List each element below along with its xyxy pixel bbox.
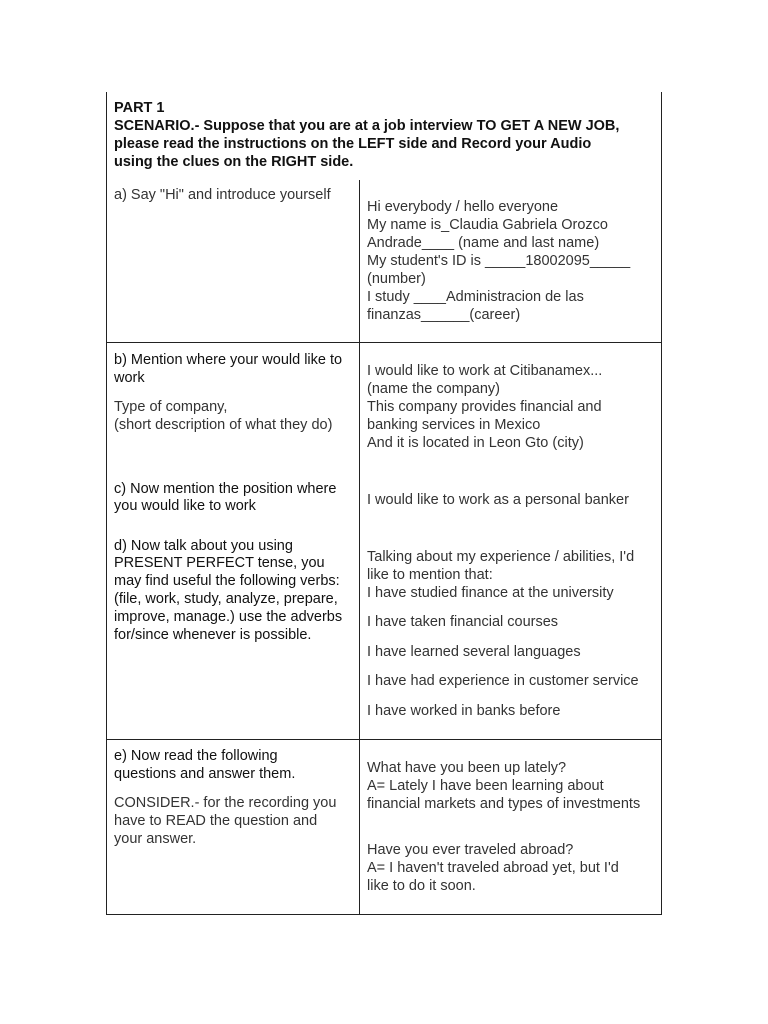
answer-b-line-4: banking services in Mexico [367, 417, 541, 433]
instruction-e-note-1: CONSIDER.- for the recording you [114, 795, 337, 811]
instruction-e-note-2: have to READ the question and [114, 813, 318, 829]
instruction-c-line-1: c) Now mention the position where [114, 481, 337, 497]
instruction-e-note-3: your answer. [114, 831, 197, 847]
answer-e-a1-line-2: financial markets and types of investments [367, 796, 641, 812]
answer-b-line-2: (name the company) [367, 381, 500, 397]
answer-d-intro-1: Talking about my experience / abilities, I'd [367, 549, 635, 565]
instruction-b-line-1: b) Mention where your would like to [114, 352, 343, 368]
answer-e-a2-line-2: like to do it soon. [367, 878, 476, 894]
instruction-d-line-1: d) Now talk about you using [114, 538, 293, 554]
answer-a-line-7: finanzas______(career) [367, 307, 521, 323]
answer-e-a1-line-1: A= Lately I have been learning about [367, 778, 604, 794]
answer-e-q1: What have you been up lately? [367, 760, 567, 776]
answer-e-a2-line-1: A= I haven't traveled abroad yet, but I'd [367, 860, 619, 876]
instruction-b-line-2: work [114, 370, 145, 386]
answer-d-item-2: I have learned several languages [367, 644, 581, 660]
answer-a-line-2: My name is_Claudia Gabriela Orozco [367, 217, 608, 233]
answer-d-intro-2: like to mention that: [367, 567, 493, 583]
row-divider-1 [106, 342, 662, 343]
scenario-line-1: SCENARIO.- Suppose that you are at a job interview TO GET A NEW JOB, [114, 118, 620, 134]
row-divider-2 [106, 739, 662, 740]
answer-b-line-1: I would like to work at Citibanamex... [367, 363, 603, 379]
instruction-b-note-2: (short description of what they do) [114, 417, 333, 433]
instruction-d-line-6: for/since whenever is possible. [114, 627, 312, 643]
answer-d-item-1: I have taken financial courses [367, 614, 559, 630]
scenario-line-2: please read the instructions on the LEFT side and Record your Audio [114, 136, 592, 152]
instruction-b-note-1: Type of company, [114, 399, 228, 415]
instruction-c-line-2: you would like to work [114, 498, 256, 514]
table-right-border [661, 92, 662, 915]
instruction-e-line-2: questions and answer them. [114, 766, 296, 782]
answer-b-line-3: This company provides financial and [367, 399, 602, 415]
column-divider [359, 180, 360, 915]
instruction-a: a) Say "Hi" and introduce yourself [114, 187, 331, 203]
instruction-d-line-5: improve, manage.) use the adverbs [114, 609, 343, 625]
answer-d-item-4: I have worked in banks before [367, 703, 561, 719]
scenario-line-3: using the clues on the RIGHT side. [114, 154, 354, 170]
instruction-d-line-2: PRESENT PERFECT tense, you [114, 555, 325, 571]
answer-a-line-5: (number) [367, 271, 426, 287]
answer-d-item-3: I have had experience in customer service [367, 673, 639, 689]
instruction-d-line-4: (file, work, study, analyze, prepare, [114, 591, 338, 607]
answer-a-line-6: I study ____Administracion de las [367, 289, 584, 305]
table-left-border [106, 92, 107, 915]
table-bottom-border [106, 914, 662, 915]
answer-d-intro-3: I have studied finance at the university [367, 585, 614, 601]
answer-c: I would like to work as a personal banker [367, 492, 629, 508]
instruction-e-line-1: e) Now read the following [114, 748, 278, 764]
answer-a-line-1: Hi everybody / hello everyone [367, 199, 559, 215]
answer-b-line-5: And it is located in Leon Gto (city) [367, 435, 584, 451]
instruction-d-line-3: may find useful the following verbs: [114, 573, 340, 589]
answer-a-line-3: Andrade____ (name and last name) [367, 235, 600, 251]
answer-a-line-4: My student's ID is _____18002095_____ [367, 253, 631, 269]
answer-e-q2: Have you ever traveled abroad? [367, 842, 574, 858]
part-title: PART 1 [114, 100, 165, 116]
